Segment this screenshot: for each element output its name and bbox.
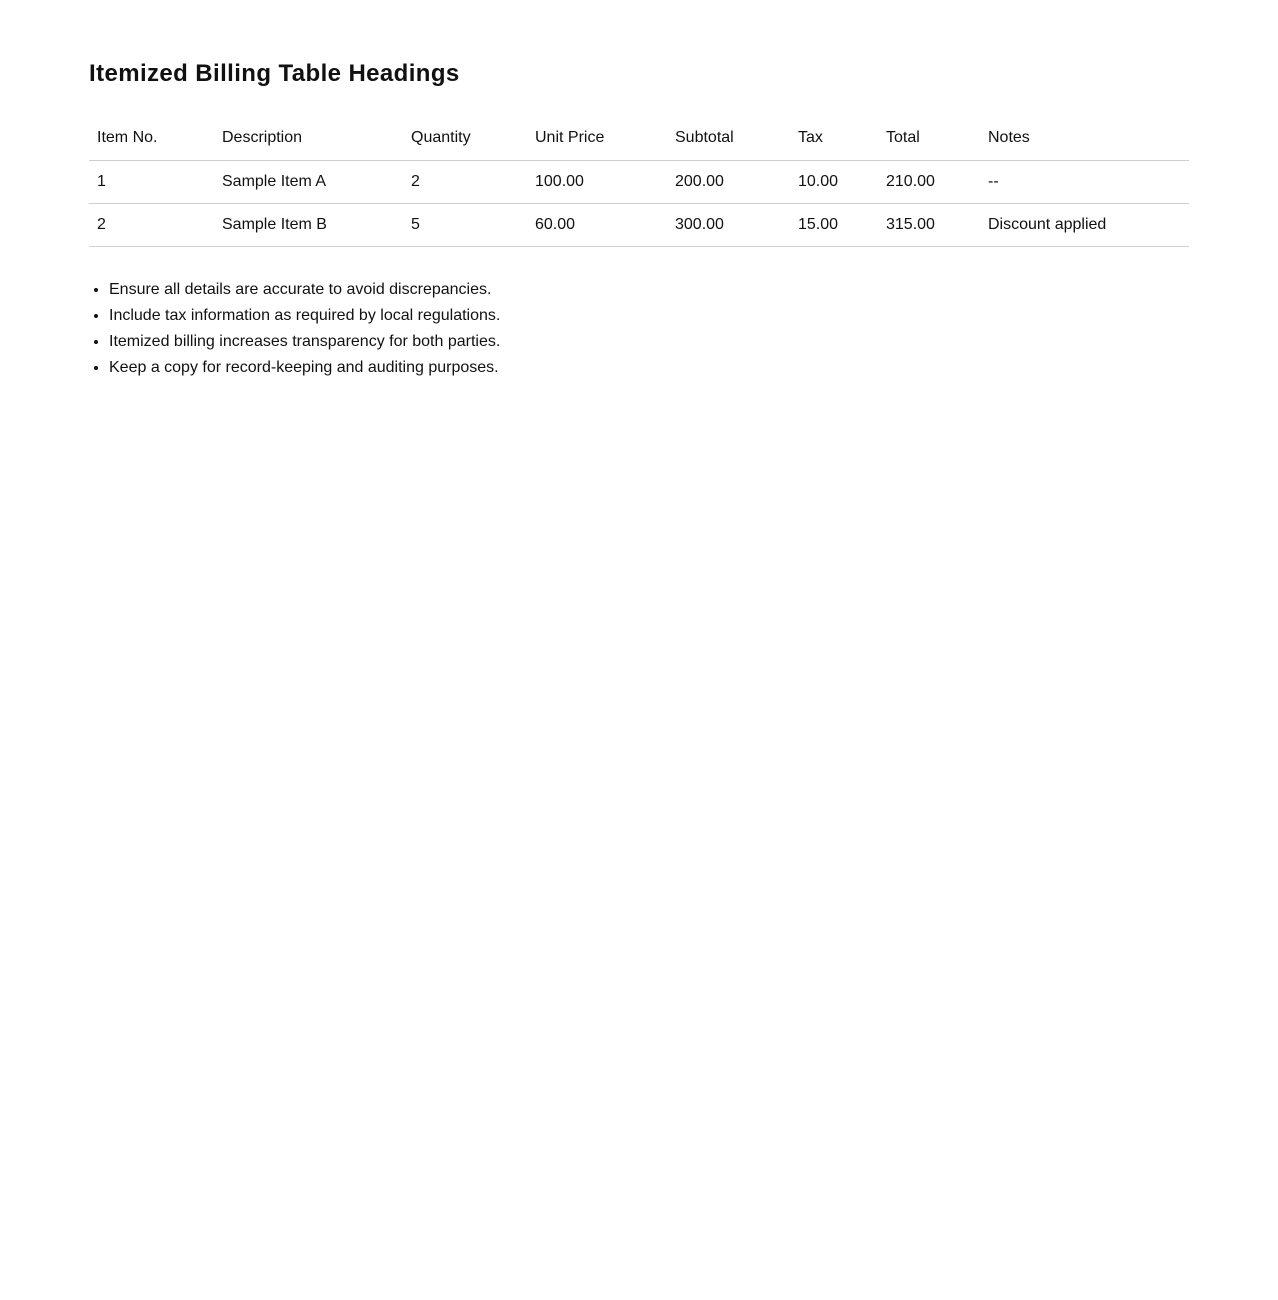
- cell-quantity: 5: [403, 204, 527, 247]
- column-header-description: Description: [214, 116, 403, 161]
- list-item: • Ensure all details are accurate to avoid discrepancies.: [109, 277, 1189, 303]
- list-item: • Itemized billing increases transparency for both parties.: [109, 329, 1189, 355]
- page-title: Itemized Billing Table Headings: [89, 60, 460, 87]
- cell-unit-price: 60.00: [527, 204, 667, 247]
- cell-total: 315.00: [878, 204, 980, 247]
- cell-unit-price: 100.00: [527, 161, 667, 204]
- cell-notes: --: [980, 161, 1189, 204]
- list-item: • Include tax information as required by local regulations.: [109, 303, 1189, 329]
- cell-item-no: 2: [89, 204, 214, 247]
- cell-description: Sample Item B: [214, 204, 403, 247]
- cell-item-no: 1: [89, 161, 214, 204]
- column-header-item-no: Item No.: [89, 116, 214, 161]
- column-header-tax: Tax: [790, 116, 878, 161]
- notes-list: [89, 277, 1189, 381]
- page: [0, 0, 1278, 381]
- cell-notes: Discount applied: [980, 204, 1189, 247]
- column-header-notes: Notes: [980, 116, 1189, 161]
- table-row: [89, 204, 1189, 247]
- column-header-unit-price: Unit Price: [527, 116, 667, 161]
- billing-table: [89, 116, 1189, 247]
- column-header-total: Total: [878, 116, 980, 161]
- cell-quantity: 2: [403, 161, 527, 204]
- column-header-quantity: Quantity: [403, 116, 527, 161]
- table-row: [89, 161, 1189, 204]
- cell-subtotal: 200.00: [667, 161, 790, 204]
- column-header-subtotal: Subtotal: [667, 116, 790, 161]
- list-item: • Keep a copy for record-keeping and auditing purposes.: [109, 355, 1189, 381]
- cell-description: Sample Item A: [214, 161, 403, 204]
- table-header-row: [89, 116, 1189, 161]
- cell-tax: 15.00: [790, 204, 878, 247]
- cell-subtotal: 300.00: [667, 204, 790, 247]
- cell-tax: 10.00: [790, 161, 878, 204]
- cell-total: 210.00: [878, 161, 980, 204]
